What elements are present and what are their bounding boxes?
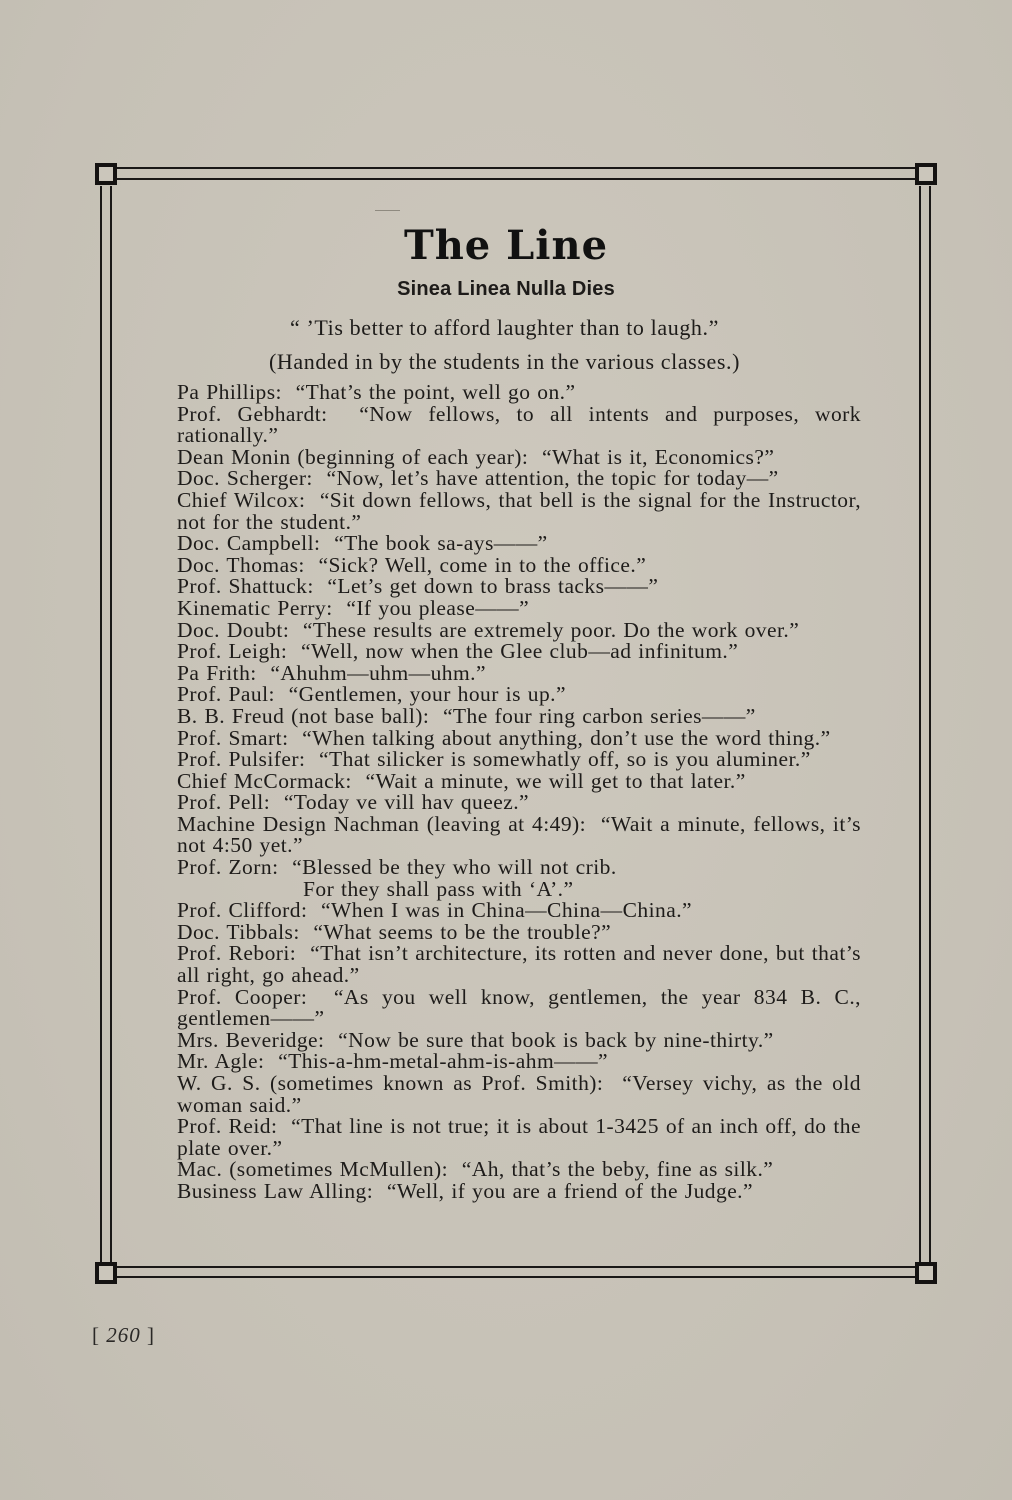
saying-quote: “Ah, that’s the beby, fine as silk.” — [461, 1157, 774, 1182]
page-number-close-bracket: ] — [147, 1323, 155, 1347]
motto-quote: “ ’Tis better to afford laughter than to laugh.” — [290, 315, 719, 340]
saying-quote: “Wait a minute, fellows, it’s not 4:50 yet.” — [177, 811, 861, 858]
saying-item — [177, 1051, 861, 1073]
saying-quote: “The book sa-ays——” — [334, 531, 548, 556]
frame-bottom-rail-inner — [115, 1276, 915, 1278]
saying-speaker: Doc. Doubt: — [177, 617, 290, 642]
saying-item — [177, 533, 861, 555]
saying-item — [177, 857, 861, 900]
saying-item — [177, 487, 862, 534]
saying-item — [177, 468, 861, 490]
saying-quote: “That line is not true; it is about 1-3425 of an inch off, do the plate over.” — [177, 1114, 861, 1160]
saying-item — [177, 1159, 861, 1181]
saying-item — [177, 660, 861, 685]
saying-item — [177, 401, 861, 448]
saying-speaker: Pa Frith: — [177, 660, 257, 685]
saying-item — [177, 641, 861, 663]
saying-quote: “What is it, Economics?” — [542, 444, 775, 469]
saying-speaker: Prof. Cooper: — [177, 984, 308, 1009]
saying-speaker: Doc. Thomas: — [177, 552, 305, 577]
saying-item — [177, 984, 861, 1031]
frame-corner-bottom-left — [95, 1262, 117, 1284]
frame-corner-top-left — [95, 163, 117, 185]
saying-speaker: Prof. Smart: — [177, 725, 289, 750]
saying-item — [177, 552, 861, 577]
saying-item — [177, 768, 861, 793]
saying-quote: “What seems to be the trouble?” — [313, 919, 612, 944]
saying-quote: “This-a-hm-metal-ahm-is-ahm——” — [278, 1049, 609, 1074]
saying-quote: “As you well know, gentlemen, the year 834 B. C., gentlemen——” — [177, 984, 861, 1031]
saying-speaker: Prof. Pulsifer: — [177, 747, 306, 772]
page-number-value: 260 — [106, 1323, 141, 1347]
saying-quote: “When I was in China—China—China.” — [321, 898, 693, 923]
saying-quote: “When talking about anything, don’t use the word thing.” — [302, 725, 831, 750]
saying-speaker: Doc. Campbell: — [177, 531, 321, 556]
saying-item — [177, 900, 861, 922]
saying-item — [177, 617, 861, 642]
saying-speaker: Mac. (sometimes McMullen): — [177, 1157, 449, 1182]
saying-item — [177, 684, 861, 706]
saying-item — [177, 749, 861, 771]
saying-item — [177, 725, 861, 750]
saying-item — [177, 444, 861, 469]
saying-speaker: W. G. S. (sometimes known as Prof. Smith): — [177, 1071, 604, 1095]
saying-quote: “These results are extremely poor. Do the work over.” — [302, 617, 800, 642]
frame-right-rail-inner — [919, 186, 921, 1262]
sayings-list — [177, 382, 861, 1203]
saying-item — [177, 919, 861, 944]
frame-left-rail-inner — [110, 186, 112, 1262]
saying-speaker: Doc. Tibbals: — [177, 919, 300, 944]
saying-speaker: Doc. Scherger: — [177, 466, 313, 491]
page-subtitle: Sinea Linea Nulla Dies — [397, 278, 615, 300]
saying-speaker: Kinematic Perry: — [177, 595, 333, 620]
saying-speaker: Mrs. Beveridge: — [177, 1027, 325, 1052]
frame-top-rail-outer — [115, 167, 915, 169]
saying-item — [177, 1073, 861, 1116]
frame-top-rail-inner — [115, 178, 915, 180]
saying-speaker: Prof. Shattuck: — [177, 574, 314, 599]
saying-quote: “Versey vichy, as the old woman said.” — [177, 1071, 861, 1117]
saying-speaker: Prof. Rebori: — [177, 941, 297, 966]
saying-quote: “Wait a minute, we will get to that later.” — [365, 768, 746, 793]
saying-quote: “That silicker is somewhatly off, so is you aluminer.” — [319, 747, 811, 772]
saying-quote: “That isn’t architecture, its rotten and never done, but that’s all right, go ahead.” — [177, 941, 861, 988]
saying-quote: “Now, let’s have attention, the topic for today—” — [326, 466, 779, 491]
saying-speaker: B. B. Freud (not base ball): — [177, 703, 430, 728]
frame-bottom-rail-outer — [115, 1266, 915, 1268]
saying-speaker: Prof. Reid: — [177, 1114, 278, 1139]
saying-speaker: Chief McCormack: — [177, 768, 352, 793]
saying-item — [177, 703, 861, 728]
saying-quote: “The four ring carbon series——” — [442, 703, 756, 728]
saying-speaker: Prof. Leigh: — [177, 639, 288, 664]
saying-item — [177, 792, 861, 814]
saying-quote: “Sick? Well, come in to the office.” — [318, 552, 647, 577]
saying-quote: “Now be sure that book is back by nine-thirty.” — [338, 1027, 774, 1052]
saying-quote: “Let’s get down to brass tacks——” — [327, 574, 659, 599]
saying-speaker: Machine Design Nachman (leaving at 4:49): — [177, 811, 587, 836]
page-number — [92, 1323, 155, 1348]
saying-quote: “Well, if you are a friend of the Judge.” — [386, 1178, 754, 1203]
saying-quote: “Now fellows, to all intents and purposes, work rationally.” — [177, 401, 861, 448]
saying-speaker: Business Law Alling: — [177, 1178, 374, 1203]
page-title: The Line — [403, 222, 609, 269]
saying-item — [177, 811, 861, 858]
saying-quote: “Sit down fellows, that bell is the signal for the Instructor, not for the student.” — [177, 487, 862, 534]
saying-speaker: Prof. Pell: — [177, 790, 271, 815]
saying-speaker: Chief Wilcox: — [177, 487, 306, 512]
saying-item — [177, 1116, 861, 1159]
saying-quote: “That’s the point, well go on.” — [295, 380, 576, 404]
saying-speaker: Prof. Clifford: — [177, 898, 308, 923]
saying-quote: “If you please——” — [346, 595, 530, 620]
editorial-note: (Handed in by the students in the various classes.) — [268, 349, 741, 374]
print-mark — [375, 210, 400, 211]
saying-quote: “Today ve vill hav queez.” — [283, 790, 530, 815]
saying-item — [177, 576, 861, 598]
saying-quote: “Ahuhm—uhm—uhm.” — [270, 660, 486, 685]
saying-item — [177, 1178, 861, 1203]
saying-item — [177, 595, 861, 620]
saying-item — [177, 1027, 861, 1052]
saying-item — [177, 943, 861, 986]
saying-quote: “Blessed be they who will not crib. — [292, 855, 617, 880]
saying-speaker: Prof. Zorn: — [177, 855, 279, 880]
saying-speaker: Pa Phillips: — [177, 380, 282, 404]
saying-speaker: Prof. Paul: — [177, 682, 275, 707]
saying-quote: “Well, now when the Glee club—ad infinitum.” — [300, 639, 739, 664]
saying-item — [177, 382, 861, 404]
saying-speaker: Prof. Gebhardt: — [177, 401, 328, 426]
saying-quote-continuation: For they shall pass with ‘A’.” — [303, 876, 574, 901]
page-number-open-bracket: [ — [92, 1323, 100, 1347]
saying-speaker: Dean Monin (beginning of each year): — [177, 444, 529, 469]
saying-speaker: Mr. Agle: — [177, 1049, 265, 1074]
frame-corner-bottom-right — [915, 1262, 937, 1284]
frame-right-rail-outer — [929, 186, 931, 1262]
frame-left-rail-outer — [100, 186, 102, 1262]
frame-corner-top-right — [915, 163, 937, 185]
saying-quote: “Gentlemen, your hour is up.” — [288, 682, 566, 707]
